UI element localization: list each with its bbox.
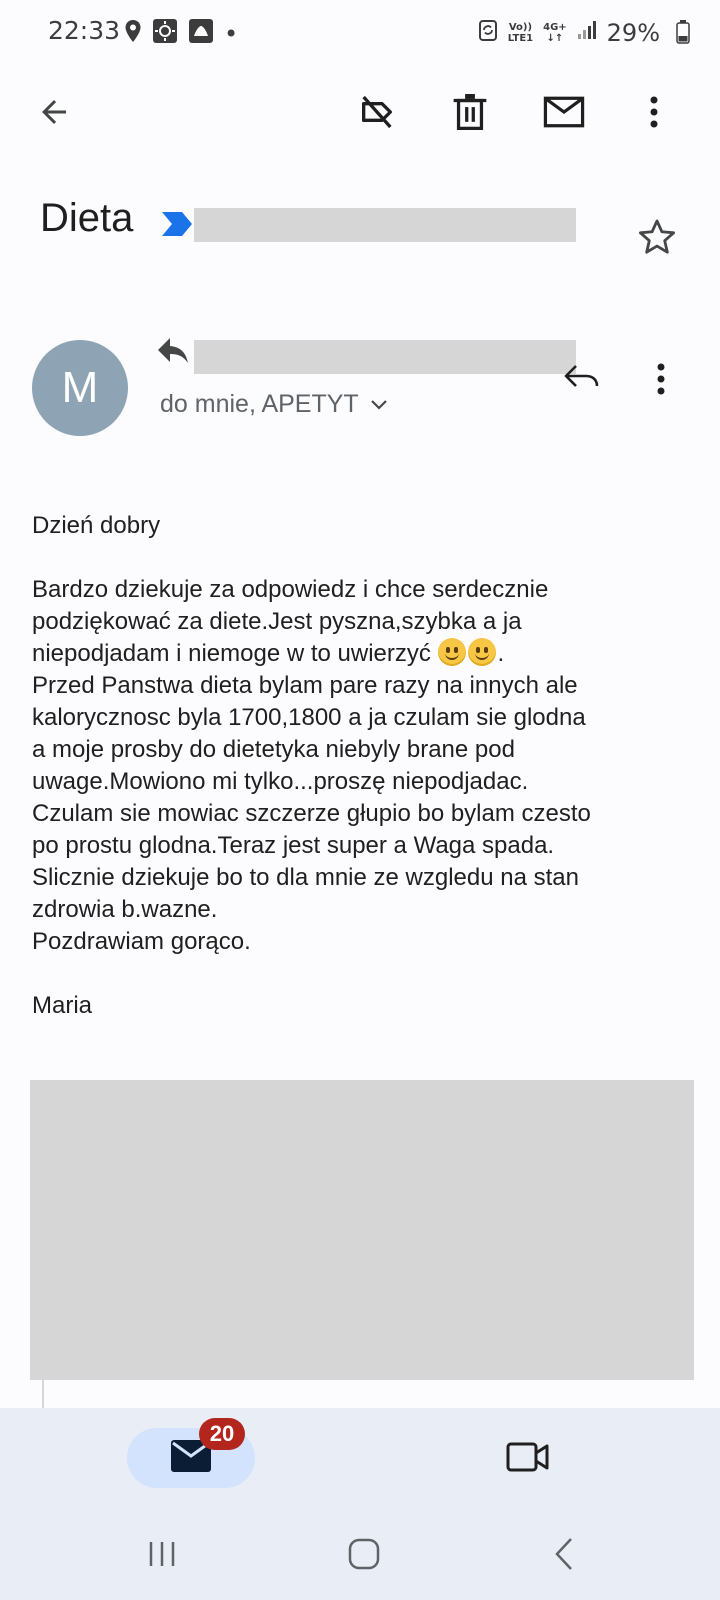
star-button[interactable] (636, 216, 678, 263)
body-line: uwage.Mowiono mi tylko...proszę niepodjadac. (32, 768, 529, 795)
smiley-emoji-icon (438, 638, 466, 666)
volte-top: Vo)) (508, 21, 533, 33)
delete-button[interactable] (442, 86, 498, 142)
star-icon (636, 245, 678, 262)
network-type-label: 4G+ (543, 21, 567, 33)
body-line: Slicznie dziekuje bo to dla mnie ze wzgledu na stan (32, 864, 579, 891)
sender-avatar[interactable]: M (32, 340, 128, 436)
message-more-button[interactable] (656, 362, 666, 401)
system-back-button[interactable] (552, 1536, 576, 1577)
line-suffix: . (497, 640, 505, 667)
more-options-button[interactable] (626, 86, 682, 142)
back-arrow-icon (36, 94, 72, 135)
remove-label-button[interactable] (349, 86, 405, 142)
replied-icon (156, 336, 190, 371)
reply-button[interactable] (562, 362, 602, 397)
network-type (543, 22, 567, 44)
signature: Maria (32, 992, 93, 1019)
battery-icon (676, 20, 690, 49)
bottom-navigation (0, 1408, 720, 1514)
chevron-left-icon (552, 1559, 576, 1576)
smiley-emoji-icon (468, 638, 496, 666)
email-subject: Dieta (40, 196, 134, 240)
body-line: Pozdrawiam gorąco. (32, 928, 251, 955)
nav-meet-tab[interactable] (506, 1440, 550, 1479)
video-camera-icon (506, 1461, 550, 1478)
quote-divider (42, 1380, 44, 1410)
status-icons-left (124, 18, 238, 49)
reply-icon (562, 379, 602, 396)
home-button[interactable] (346, 1536, 382, 1577)
delete-icon (452, 92, 488, 137)
app-notification-icon (188, 18, 214, 49)
body-line: po prostu glodna.Teraz jest super a Waga spada. (32, 832, 555, 859)
signal-icon (577, 20, 597, 45)
content-redaction (30, 1080, 694, 1380)
more-vert-icon (649, 95, 659, 134)
body-line: Bardzo dziekuje za odpowiedz i chce serdecznie (32, 576, 549, 603)
body-line-with-emoji (32, 638, 692, 670)
body-line: a moje prosby do dietetyka niebyly brane pod (32, 736, 515, 763)
status-time: 22:33 (48, 16, 121, 45)
body-line: zdrowia b.wazne. (32, 896, 218, 923)
body-line: Czulam sie mowiac szczerze głupio bo bylam czesto (32, 800, 591, 827)
status-dot: • (224, 19, 239, 48)
location-icon (124, 19, 142, 48)
label-off-icon (357, 92, 397, 137)
mark-unread-icon (543, 95, 585, 134)
body-line: podziękować za diete.Jest pyszna,szybka a ja (32, 608, 522, 635)
data-arrows-icon: ↓↑ (546, 32, 564, 44)
back-button[interactable] (26, 86, 82, 142)
recipients-text: do mnie, APETYT (160, 390, 359, 418)
recipients-toggle[interactable] (160, 390, 389, 419)
unread-count-badge: 20 (199, 1418, 245, 1450)
body-line: kalorycznosc byla 1700,1800 a ja czulam sie glodna (32, 704, 586, 731)
body-line: Przed Panstwa dieta bylam pare razy na innych ale (32, 672, 578, 699)
recent-apps-button[interactable] (146, 1538, 178, 1575)
home-icon (346, 1559, 382, 1576)
battery-percent: 29% (606, 18, 660, 47)
body-line: niepodjadam i niemoge w to uwierzyć (32, 640, 431, 667)
brightness-icon (152, 18, 178, 49)
greeting: Dzień dobry (32, 512, 161, 539)
more-vert-icon (656, 383, 666, 400)
mark-unread-button[interactable] (536, 86, 592, 142)
recents-icon (146, 1557, 178, 1574)
sync-icon (478, 18, 498, 47)
important-marker-icon[interactable] (160, 210, 194, 243)
volte-indicator (508, 22, 533, 44)
subject-redaction (194, 208, 576, 242)
email-body (32, 510, 692, 1022)
volte-bottom: LTE1 (507, 32, 534, 44)
status-icons-right (478, 18, 660, 47)
chevron-down-icon (369, 390, 389, 419)
sender-redaction (194, 340, 576, 374)
